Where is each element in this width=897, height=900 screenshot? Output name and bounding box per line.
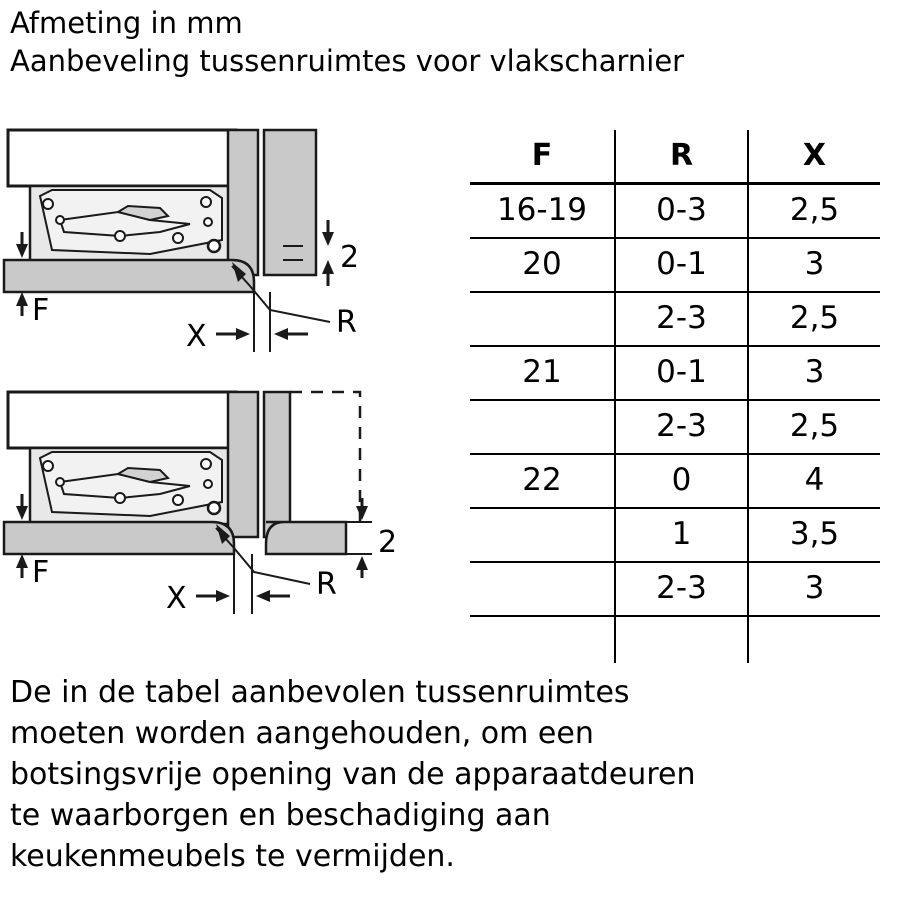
header-f: F xyxy=(470,130,615,184)
cell-r: 0-1 xyxy=(615,238,748,292)
svg-text:F: F xyxy=(32,555,50,590)
cell-f: 20 xyxy=(470,238,615,292)
cell-x: 3 xyxy=(748,346,880,400)
cell-x: 3 xyxy=(748,562,880,616)
table-row-spacer xyxy=(470,616,880,663)
footer-line-5: keukenmeubels te vermijden. xyxy=(10,839,455,874)
table-row xyxy=(470,184,880,239)
table-row xyxy=(470,238,880,292)
footer-line-2: moeten worden aangehouden, om een xyxy=(10,716,594,751)
door-bar-bottom-right xyxy=(266,522,346,554)
door-bar-bottom-left xyxy=(4,522,234,554)
cell-f: 22 xyxy=(470,454,615,508)
svg-text:X: X xyxy=(186,319,207,354)
cell-r: 0 xyxy=(615,454,748,508)
cell-r: 2-3 xyxy=(615,292,748,346)
hinge-diagrams xyxy=(0,120,430,640)
cell-f: 16-19 xyxy=(470,184,615,239)
cell-x: 3 xyxy=(748,238,880,292)
dimension-x-bottom xyxy=(166,554,290,616)
cell-x: 2,5 xyxy=(748,292,880,346)
cell-r: 1 xyxy=(615,508,748,562)
cell-f: 21 xyxy=(470,346,615,400)
door-panel-inner-top xyxy=(228,130,258,275)
cell-f xyxy=(470,400,615,454)
footer-note xyxy=(10,672,890,877)
cell-x: 2,5 xyxy=(748,184,880,239)
table-header-row xyxy=(470,130,880,184)
footer-line-1: De in de tabel aanbevolen tussenruimtes xyxy=(10,675,630,710)
spec-table-wrapper xyxy=(470,130,880,663)
footer-line-3: botsingsvrije opening van de apparaatdeuren xyxy=(10,757,696,792)
svg-text:F: F xyxy=(32,293,50,328)
cell-r: 0-1 xyxy=(615,346,748,400)
dashed-projection xyxy=(290,392,360,532)
door-bar-top xyxy=(4,260,254,292)
cell-f xyxy=(470,562,615,616)
cell-f xyxy=(470,292,615,346)
cell-x: 2,5 xyxy=(748,400,880,454)
cabinet-top-panel xyxy=(8,130,236,186)
page-title-line-2: Aanbeveling tussenruimtes voor vlakscharnier xyxy=(10,44,685,78)
door-panel-inner-bottom xyxy=(228,392,258,537)
footer-line-4: te waarborgen en beschadiging aan xyxy=(10,798,551,833)
door-panel-outer-bottom xyxy=(264,392,290,537)
cell-f xyxy=(470,508,615,562)
svg-text:X: X xyxy=(166,581,187,616)
cell-r: 2-3 xyxy=(615,400,748,454)
dimension-x-top xyxy=(186,292,308,354)
cell-f xyxy=(470,616,615,663)
hinge-mechanism-bottom xyxy=(40,452,222,516)
svg-text:2: 2 xyxy=(378,525,398,560)
hinge-mechanism-top xyxy=(40,190,222,254)
cell-r: 2-3 xyxy=(615,562,748,616)
cell-x xyxy=(748,616,880,663)
svg-text:R: R xyxy=(336,305,357,340)
table-row xyxy=(470,346,880,400)
page-title-line-1: Afmeting in mm xyxy=(10,6,243,40)
table-row xyxy=(470,400,880,454)
door-panel-outer-top xyxy=(264,130,316,275)
spec-table xyxy=(470,130,880,663)
cabinet-top-panel-2 xyxy=(8,392,236,448)
header-x: X xyxy=(748,130,880,184)
diagram-top xyxy=(4,130,359,354)
cell-r xyxy=(615,616,748,663)
table-row xyxy=(470,508,880,562)
diagram-bottom xyxy=(4,392,397,616)
table-row xyxy=(470,454,880,508)
header-r: R xyxy=(615,130,748,184)
cell-r: 0-3 xyxy=(615,184,748,239)
svg-text:2: 2 xyxy=(340,240,360,275)
hinge-diagram-svg xyxy=(0,120,430,640)
svg-text:R: R xyxy=(316,567,337,602)
dimension-2-bottom xyxy=(346,498,397,578)
table-row xyxy=(470,292,880,346)
cell-x: 3,5 xyxy=(748,508,880,562)
page-title xyxy=(10,4,890,80)
cell-x: 4 xyxy=(748,454,880,508)
table-row xyxy=(470,562,880,616)
